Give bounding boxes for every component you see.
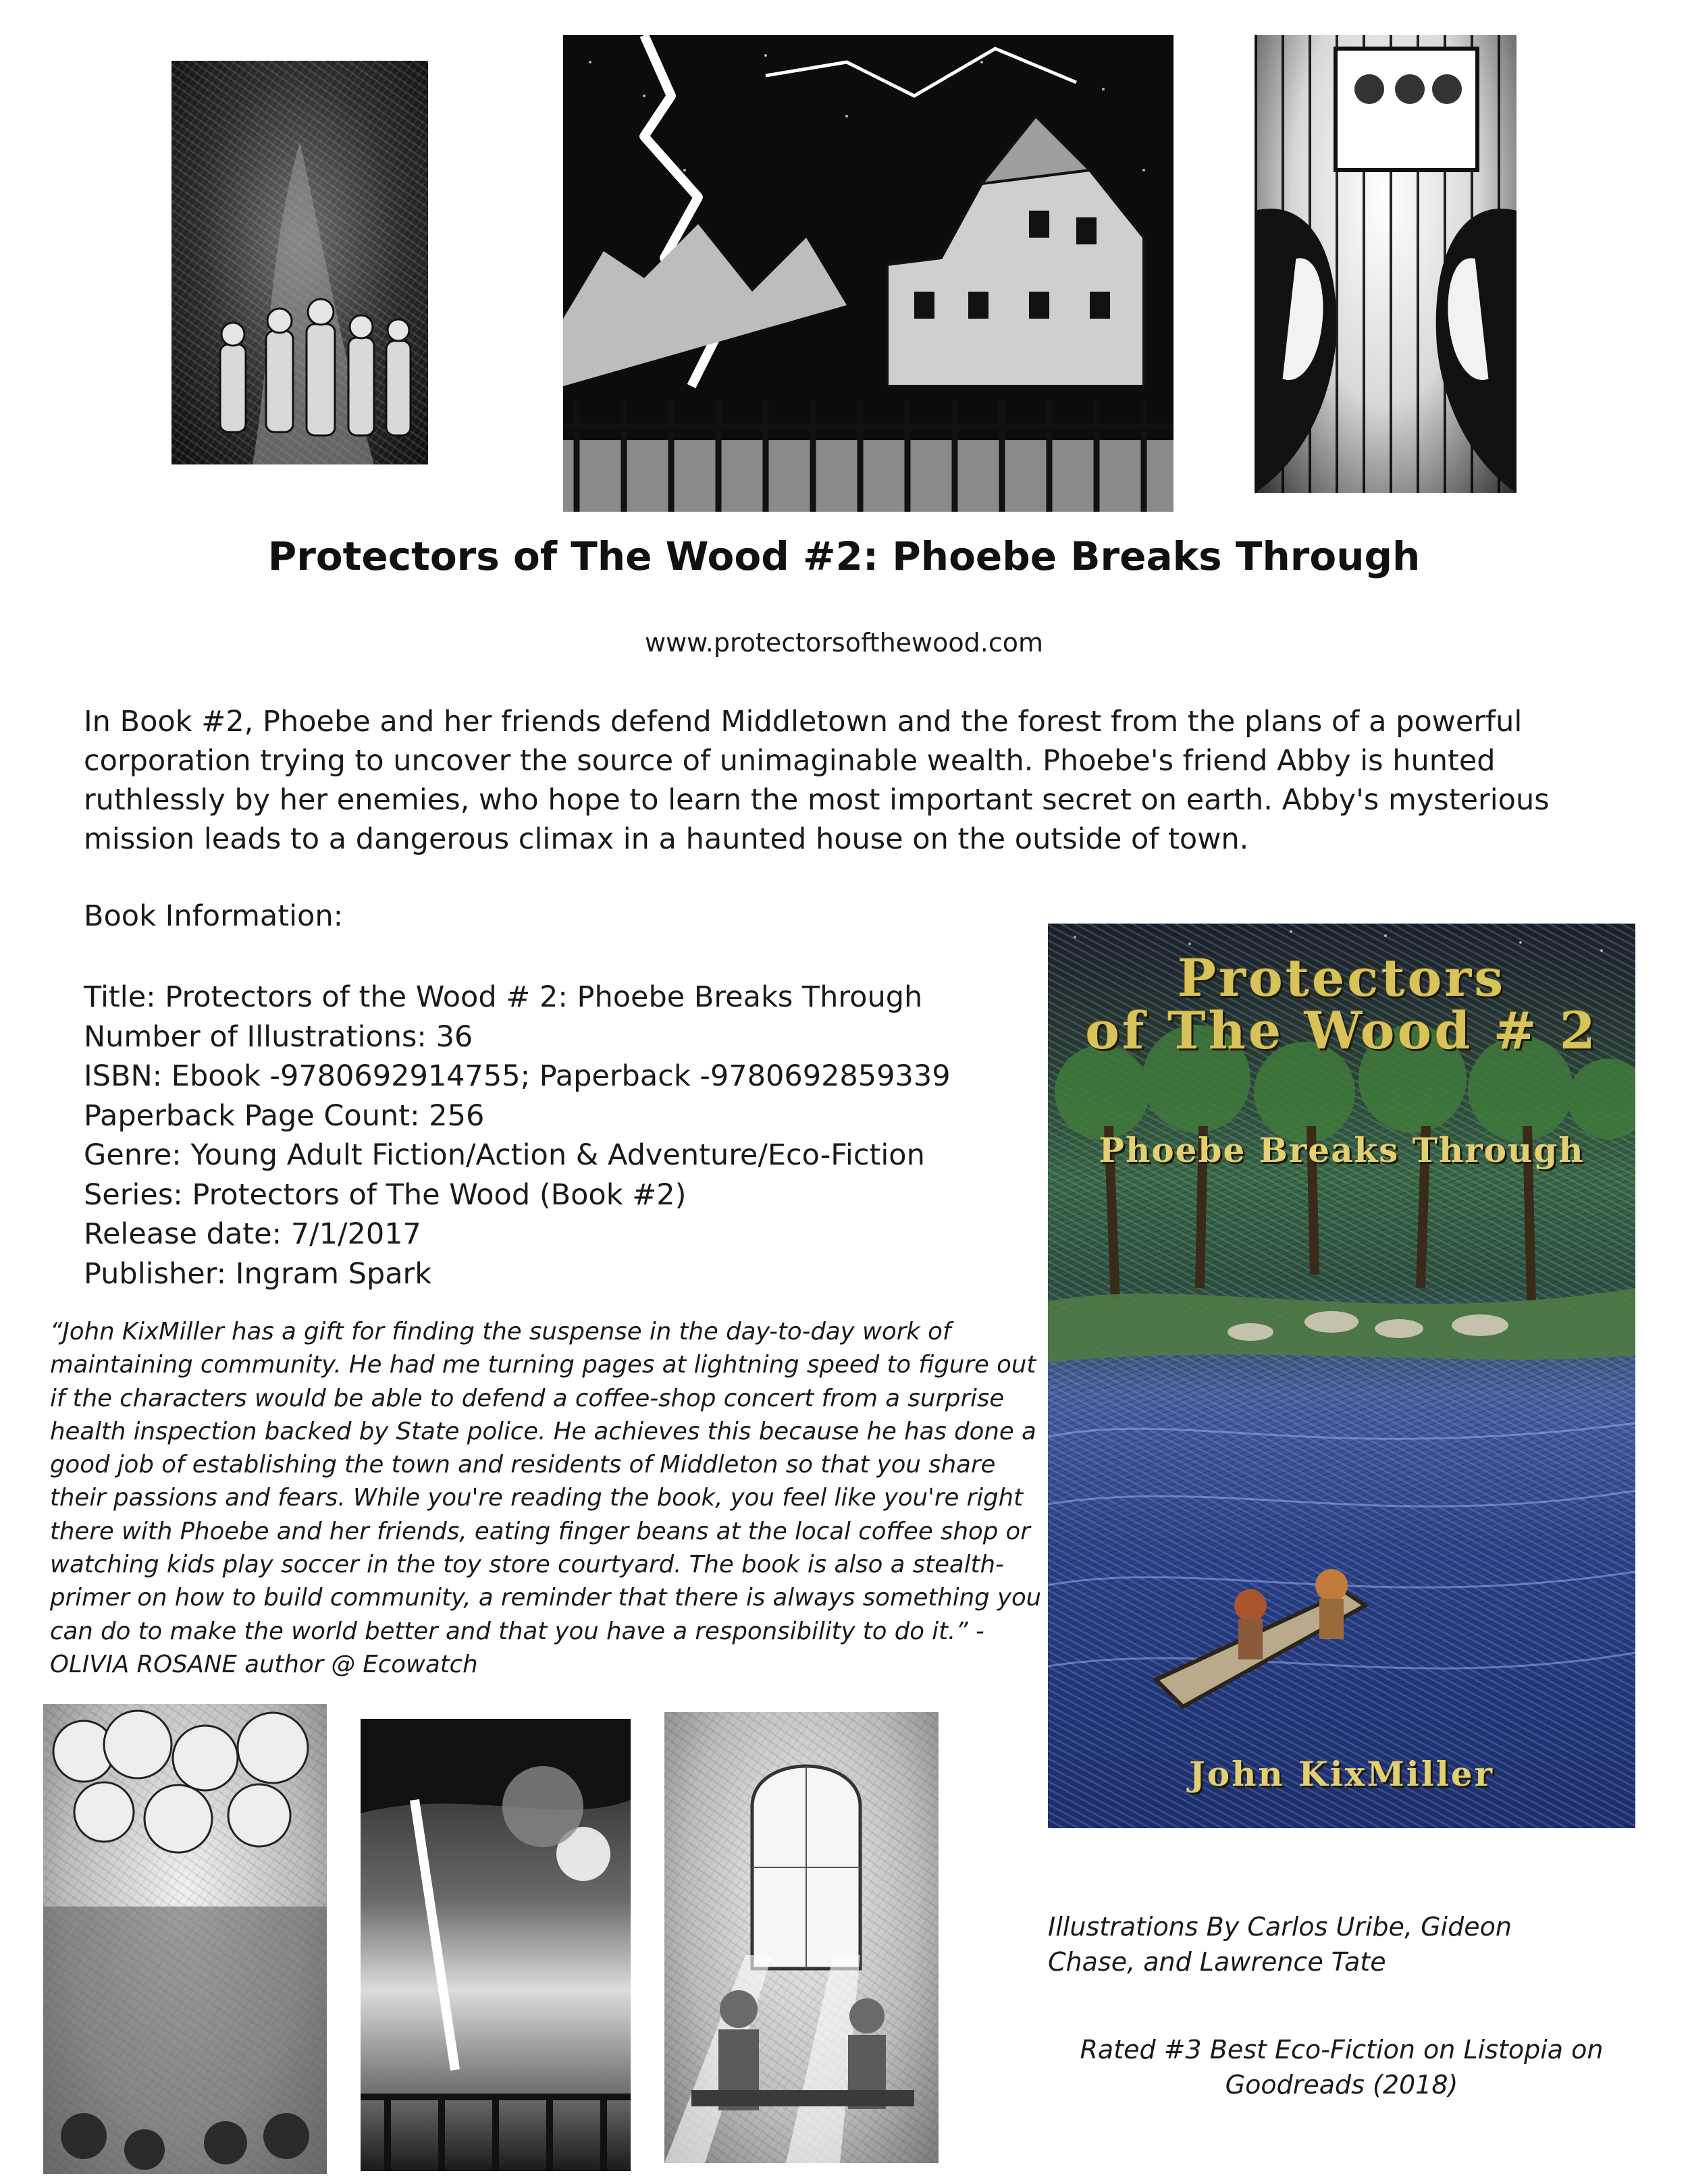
illustration-protest-with-torch	[361, 1719, 631, 2171]
book-info-illustrations: Number of Illustrations: 36	[84, 1019, 473, 1054]
haunted-house-drawing	[563, 35, 1173, 512]
page-title: Protectors of The Wood #2: Phoebe Breaks Through	[267, 533, 1421, 579]
illustration-church-window-bench	[664, 1712, 939, 2163]
website-link[interactable]: www.protectorsofthewood.com	[645, 628, 1043, 658]
review-quote: “John KixMiller has a gift for finding the suspense in the day-to-day work of maintaining community. He had me turning pages at lightning speed to figure out if the characters would be able to defend a coffee-shop concert from a surprise health inspection backed by State police. He achieves this because he has done a good job of establishing the town and residents of Middleton so that you share their passions and fears. While you're reading the book, you feel like you're right there with Phoebe and her friends, eating finger beans at the local coffee shop or watching kids play soccer in the toy store courtyard. The book is also a stealth-primer on how to build community, a reminder that there is always something you can do to make the world better and that you have a responsibility to do it.” -OLIVIA ROSANE author @ Ecowatch	[50, 1318, 1042, 1678]
cover-subtitle: Phoebe Breaks Through	[1099, 1130, 1585, 1170]
church-window-drawing	[664, 1712, 939, 2163]
illustration-girls-watching-tv	[1255, 35, 1516, 493]
book-info-heading: Book Information:	[84, 899, 344, 933]
goodreads-rating: Rated #3 Best Eco-Fiction on Listopia on Goodreads (2018)	[1080, 2035, 1604, 2100]
cover-title-line2: of The Wood # 2	[1085, 1001, 1598, 1061]
book-info-series: Series: Protectors of The Wood (Book #2)	[84, 1177, 687, 1212]
illustration-crowd-in-town	[43, 1704, 327, 2174]
book-description: In Book #2, Phoebe and her friends defend Middletown and the forest from the plans of a powerful corporation trying to uncover the source of unimaginable wealth. Phoebe's friend Abby is hunted ruthlessly by her enemies, who hope to learn the most important secret on earth. Abby's mysterious mission leads to a dangerous climax in a haunted house on the outside of town.	[84, 705, 1550, 856]
forest-path-drawing	[172, 61, 428, 464]
cover-author: John KixMiller	[1189, 1754, 1494, 1794]
protest-torch-drawing	[361, 1719, 631, 2171]
cover-title-line1: Protectors	[1177, 948, 1506, 1008]
crowd-town-drawing	[43, 1704, 327, 2174]
book-info-isbn: ISBN: Ebook -9780692914755; Paperback -9780692859339	[84, 1059, 951, 1093]
book-cover	[1048, 924, 1635, 1828]
book-info-page-count: Paperback Page Count: 256	[84, 1098, 485, 1133]
book-info-release-date: Release date: 7/1/2017	[84, 1217, 421, 1251]
girls-tv-drawing	[1255, 35, 1516, 493]
illustration-haunted-house-lightning	[563, 35, 1173, 512]
book-info-list	[84, 978, 1049, 1294]
cover-title	[1048, 948, 1635, 1061]
book-info-genre: Genre: Young Adult Fiction/Action & Adventure/Eco-Fiction	[84, 1138, 925, 1172]
book-info-publisher: Publisher: Ingram Spark	[84, 1256, 432, 1291]
illustration-friends-walking-forest-path	[172, 61, 428, 464]
book-info-title: Title: Protectors of the Wood # 2: Phoebe Breaks Through	[84, 980, 923, 1014]
illustration-credits: Illustrations By Carlos Uribe, Gideon Chase, and Lawrence Tate	[1048, 1912, 1512, 1977]
